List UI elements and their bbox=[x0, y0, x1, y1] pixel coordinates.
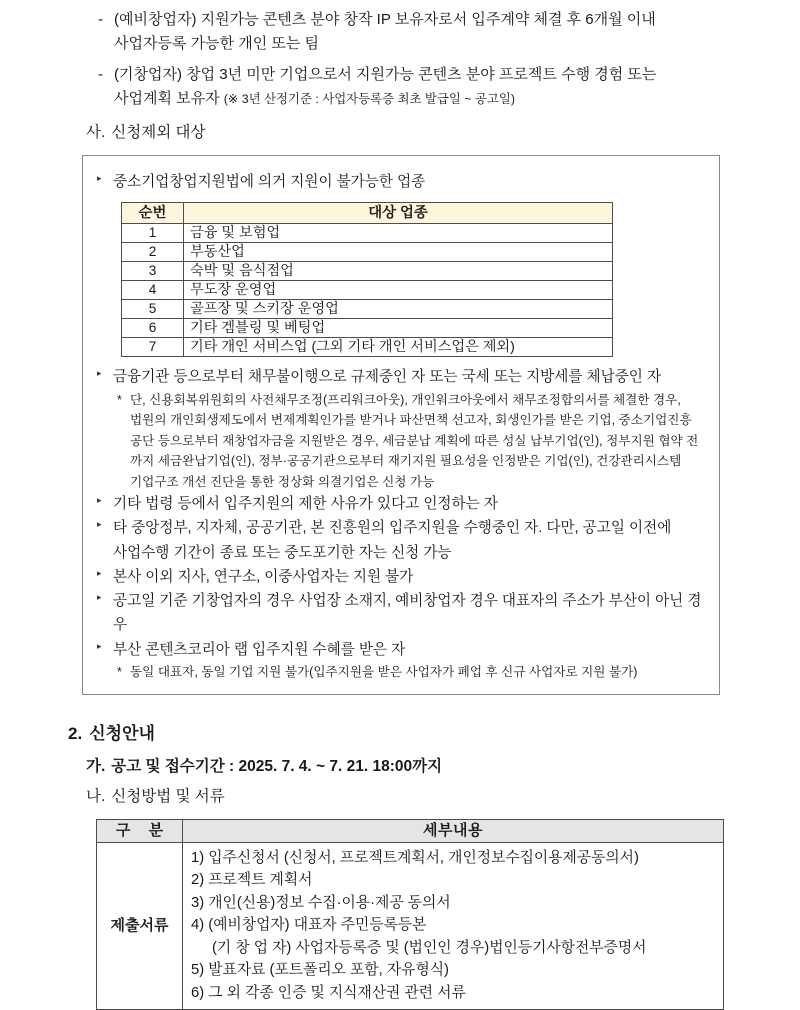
spacer bbox=[0, 111, 800, 121]
triangle-bullet-icon: ▸ bbox=[97, 519, 102, 530]
bullet-financial-default bbox=[97, 365, 709, 389]
cell-no: 3 bbox=[122, 262, 184, 281]
table-row bbox=[122, 319, 613, 338]
document-line: 5) 발표자료 (포트폴리오 포함, 자유형식) bbox=[191, 962, 449, 979]
bullet-other-government-support bbox=[97, 516, 709, 540]
note-line: 공단 등으로부터 재창업자금을 지원받은 경우, 세금분납 계획에 따른 성실 납부기업(인), 정부지원 협약 전 bbox=[130, 433, 699, 448]
note-line: 단, 신용회복위원회의 사전채무조정(프리워크아웃), 개인워크아웃에서 채무조정합의서를 체결한 경우, bbox=[130, 392, 681, 407]
triangle-bullet-icon: ▸ bbox=[97, 567, 102, 578]
note-line: 법원의 개인회생제도에서 변제계획인가를 받거나 파산면책 선고자, 회생인가를 받은 기업, 중소기업진흥 bbox=[130, 413, 692, 428]
bullet-text: 금융기관 등으로부터 채무불이행으로 규제중인 자 또는 국세 또는 지방세를 체납중인 자 bbox=[113, 369, 662, 386]
intro-item-line-2-note: (※ 3년 산정기준 : 사업자등록증 최초 발급일 ~ 공고일) bbox=[223, 91, 515, 106]
bullet-continuation-text: 사업수행 기간이 종료 또는 중도포기한 자는 신청 가능 bbox=[113, 544, 452, 561]
bullet-previous-beneficiary bbox=[97, 638, 709, 662]
table-row bbox=[122, 243, 613, 262]
spacer bbox=[0, 695, 800, 721]
note-line: 동일 대표자, 동일 기업 지원 불가(입주지원을 받은 사업자가 폐업 후 신규 사업자로 지원 불가) bbox=[130, 664, 638, 679]
bullet-other-laws bbox=[97, 492, 709, 516]
dash-icon: - bbox=[98, 65, 103, 83]
bullet-text: 부산 콘텐츠코리아 랩 입주지원 수혜를 받은 자 bbox=[113, 641, 406, 658]
cell-no: 7 bbox=[122, 338, 184, 357]
bullet-text: 기타 법령 등에서 입주지원의 제한 사유가 있다고 인정하는 자 bbox=[113, 496, 498, 513]
cell-industry: 부동산업 bbox=[184, 243, 613, 262]
triangle-bullet-icon: ▸ bbox=[97, 592, 102, 603]
cell-division-label: 제출서류 bbox=[97, 842, 183, 1009]
column-header-detail: 세부내용 bbox=[183, 819, 724, 842]
subsection-text: 공고 및 접수기간 : 2025. 7. 4. ~ 7. 21. 18:00까지 bbox=[111, 757, 443, 775]
intro-item-line-2: 사업계획 보유자 bbox=[114, 89, 220, 107]
table-header-row bbox=[97, 819, 724, 842]
cell-industry: 기타 개인 서비스업 (그외 기타 개인 서비스업은 제외) bbox=[184, 338, 613, 357]
bullet-branch-office bbox=[97, 565, 709, 589]
subsection-text: 신청방법 및 서류 bbox=[111, 787, 225, 805]
cell-no: 2 bbox=[122, 243, 184, 262]
section-title: 신청제외 대상 bbox=[111, 124, 206, 142]
bullet-text: 중소기업창업지원법에 의거 지원이 불가능한 업종 bbox=[113, 174, 426, 191]
intro-item-line-2-wrap bbox=[114, 87, 740, 111]
cell-no: 6 bbox=[122, 319, 184, 338]
triangle-bullet-icon: ▸ bbox=[97, 495, 102, 506]
subsection-letter: 가. bbox=[86, 757, 106, 775]
bullet-restricted-industries bbox=[97, 170, 709, 194]
bullet-business-location bbox=[97, 589, 709, 637]
document-line: 1) 입주신청서 (신청서, 프로젝트계획서, 개인정보수집이용제공동의서) bbox=[191, 849, 639, 866]
spacer bbox=[0, 747, 800, 755]
cell-no: 4 bbox=[122, 281, 184, 300]
subsection-announcement-period bbox=[86, 755, 800, 779]
cell-industry: 기타 겜블링 및 베팅업 bbox=[184, 319, 613, 338]
document-line: (기 창 업 자) 사업자등록증 및 (법인인 경우)법인등기사항전부증명서 bbox=[212, 939, 647, 956]
restricted-industries-table bbox=[121, 202, 613, 357]
section-heading-exclusion bbox=[86, 121, 800, 145]
intro-item-preliminary-founder bbox=[98, 8, 740, 32]
bullet-other-government-support-continuation bbox=[97, 541, 709, 565]
table-row bbox=[122, 281, 613, 300]
note-financial-default bbox=[117, 410, 709, 431]
section-letter: 사. bbox=[86, 124, 106, 142]
table-row bbox=[122, 262, 613, 281]
bullet-text: 본사 이외 지사, 연구소, 이중사업자는 지원 불가 bbox=[113, 568, 414, 585]
document-line: 6) 그 외 각종 인증 및 지식재산권 관련 서류 bbox=[191, 984, 466, 1001]
cell-industry: 금융 및 보험업 bbox=[184, 224, 613, 243]
table-row bbox=[122, 224, 613, 243]
spacer bbox=[0, 145, 800, 155]
table-row bbox=[122, 300, 613, 319]
subsection-letter: 나. bbox=[86, 787, 106, 805]
note-line: 까지 세금완납기업(인), 정부·공공기관으로부터 재기지원 필요성을 인정받은 기업(인), 건강관리시스템 bbox=[130, 454, 682, 469]
triangle-bullet-icon: ▸ bbox=[97, 173, 102, 184]
top-spacer bbox=[0, 0, 800, 8]
note-financial-default bbox=[117, 431, 709, 452]
dash-icon: - bbox=[98, 11, 103, 28]
document-line: 3) 개인(신용)정보 수집·이용·제공 동의서 bbox=[191, 894, 451, 911]
section-number: 2. bbox=[68, 724, 83, 744]
submission-documents-table bbox=[96, 819, 724, 1010]
triangle-bullet-icon: ▸ bbox=[97, 640, 102, 651]
cell-industry: 무도장 운영업 bbox=[184, 281, 613, 300]
document-line: 4) (예비창업자) 대표자 주민등록등본 bbox=[191, 917, 427, 934]
note-financial-default bbox=[117, 390, 709, 411]
section-title: 신청안내 bbox=[89, 724, 155, 744]
cell-industry: 골프장 및 스키장 운영업 bbox=[184, 300, 613, 319]
intro-item-line-1: (기창업자) 창업 3년 미만 기업으로서 지원가능 콘텐츠 분야 프로젝트 수행 경험 또는 bbox=[114, 65, 657, 83]
triangle-bullet-icon: ▸ bbox=[97, 368, 102, 379]
note-previous-beneficiary bbox=[117, 662, 709, 683]
intro-item-line-2: 사업자등록 가능한 개인 또는 팀 bbox=[114, 35, 320, 53]
exclusion-box bbox=[82, 155, 720, 695]
document-line: 2) 프로젝트 계획서 bbox=[191, 872, 313, 889]
table-header-row bbox=[122, 203, 613, 224]
column-header-division: 구 분 bbox=[97, 819, 183, 842]
intro-item-existing-founder bbox=[98, 63, 740, 87]
column-header-industry: 대상 업종 bbox=[184, 203, 613, 224]
subsection-application-method bbox=[86, 785, 800, 809]
cell-document-list bbox=[183, 842, 724, 1009]
column-header-no: 순번 bbox=[122, 203, 184, 224]
table-row bbox=[97, 842, 724, 1009]
cell-no: 5 bbox=[122, 300, 184, 319]
section-heading-application-guide bbox=[68, 721, 800, 747]
intro-item-line-1: (예비창업자) 지원가능 콘텐츠 분야 창작 IP 보유자로서 입주계약 체결 후 6개월 이내 bbox=[114, 11, 656, 28]
cell-no: 1 bbox=[122, 224, 184, 243]
bullet-text: 공고일 기준 기창업자의 경우 사업장 소재지, 예비창업자 경우 대표자의 주소가 부산이 아닌 경우 bbox=[113, 593, 702, 634]
cell-industry: 숙박 및 음식점업 bbox=[184, 262, 613, 281]
note-financial-default bbox=[117, 472, 709, 493]
bullet-text: 타 중앙정부, 지자체, 공공기관, 본 진흥원의 입주지원을 수행중인 자. 다만, 공고일 이전에 bbox=[113, 520, 672, 537]
asterisk-icon: * bbox=[117, 664, 122, 679]
asterisk-icon: * bbox=[117, 392, 122, 407]
note-line: 기업구조 개선 진단을 통한 정상화 의결기업은 신청 가능 bbox=[130, 474, 435, 489]
note-financial-default bbox=[117, 451, 709, 472]
table-row bbox=[122, 338, 613, 357]
